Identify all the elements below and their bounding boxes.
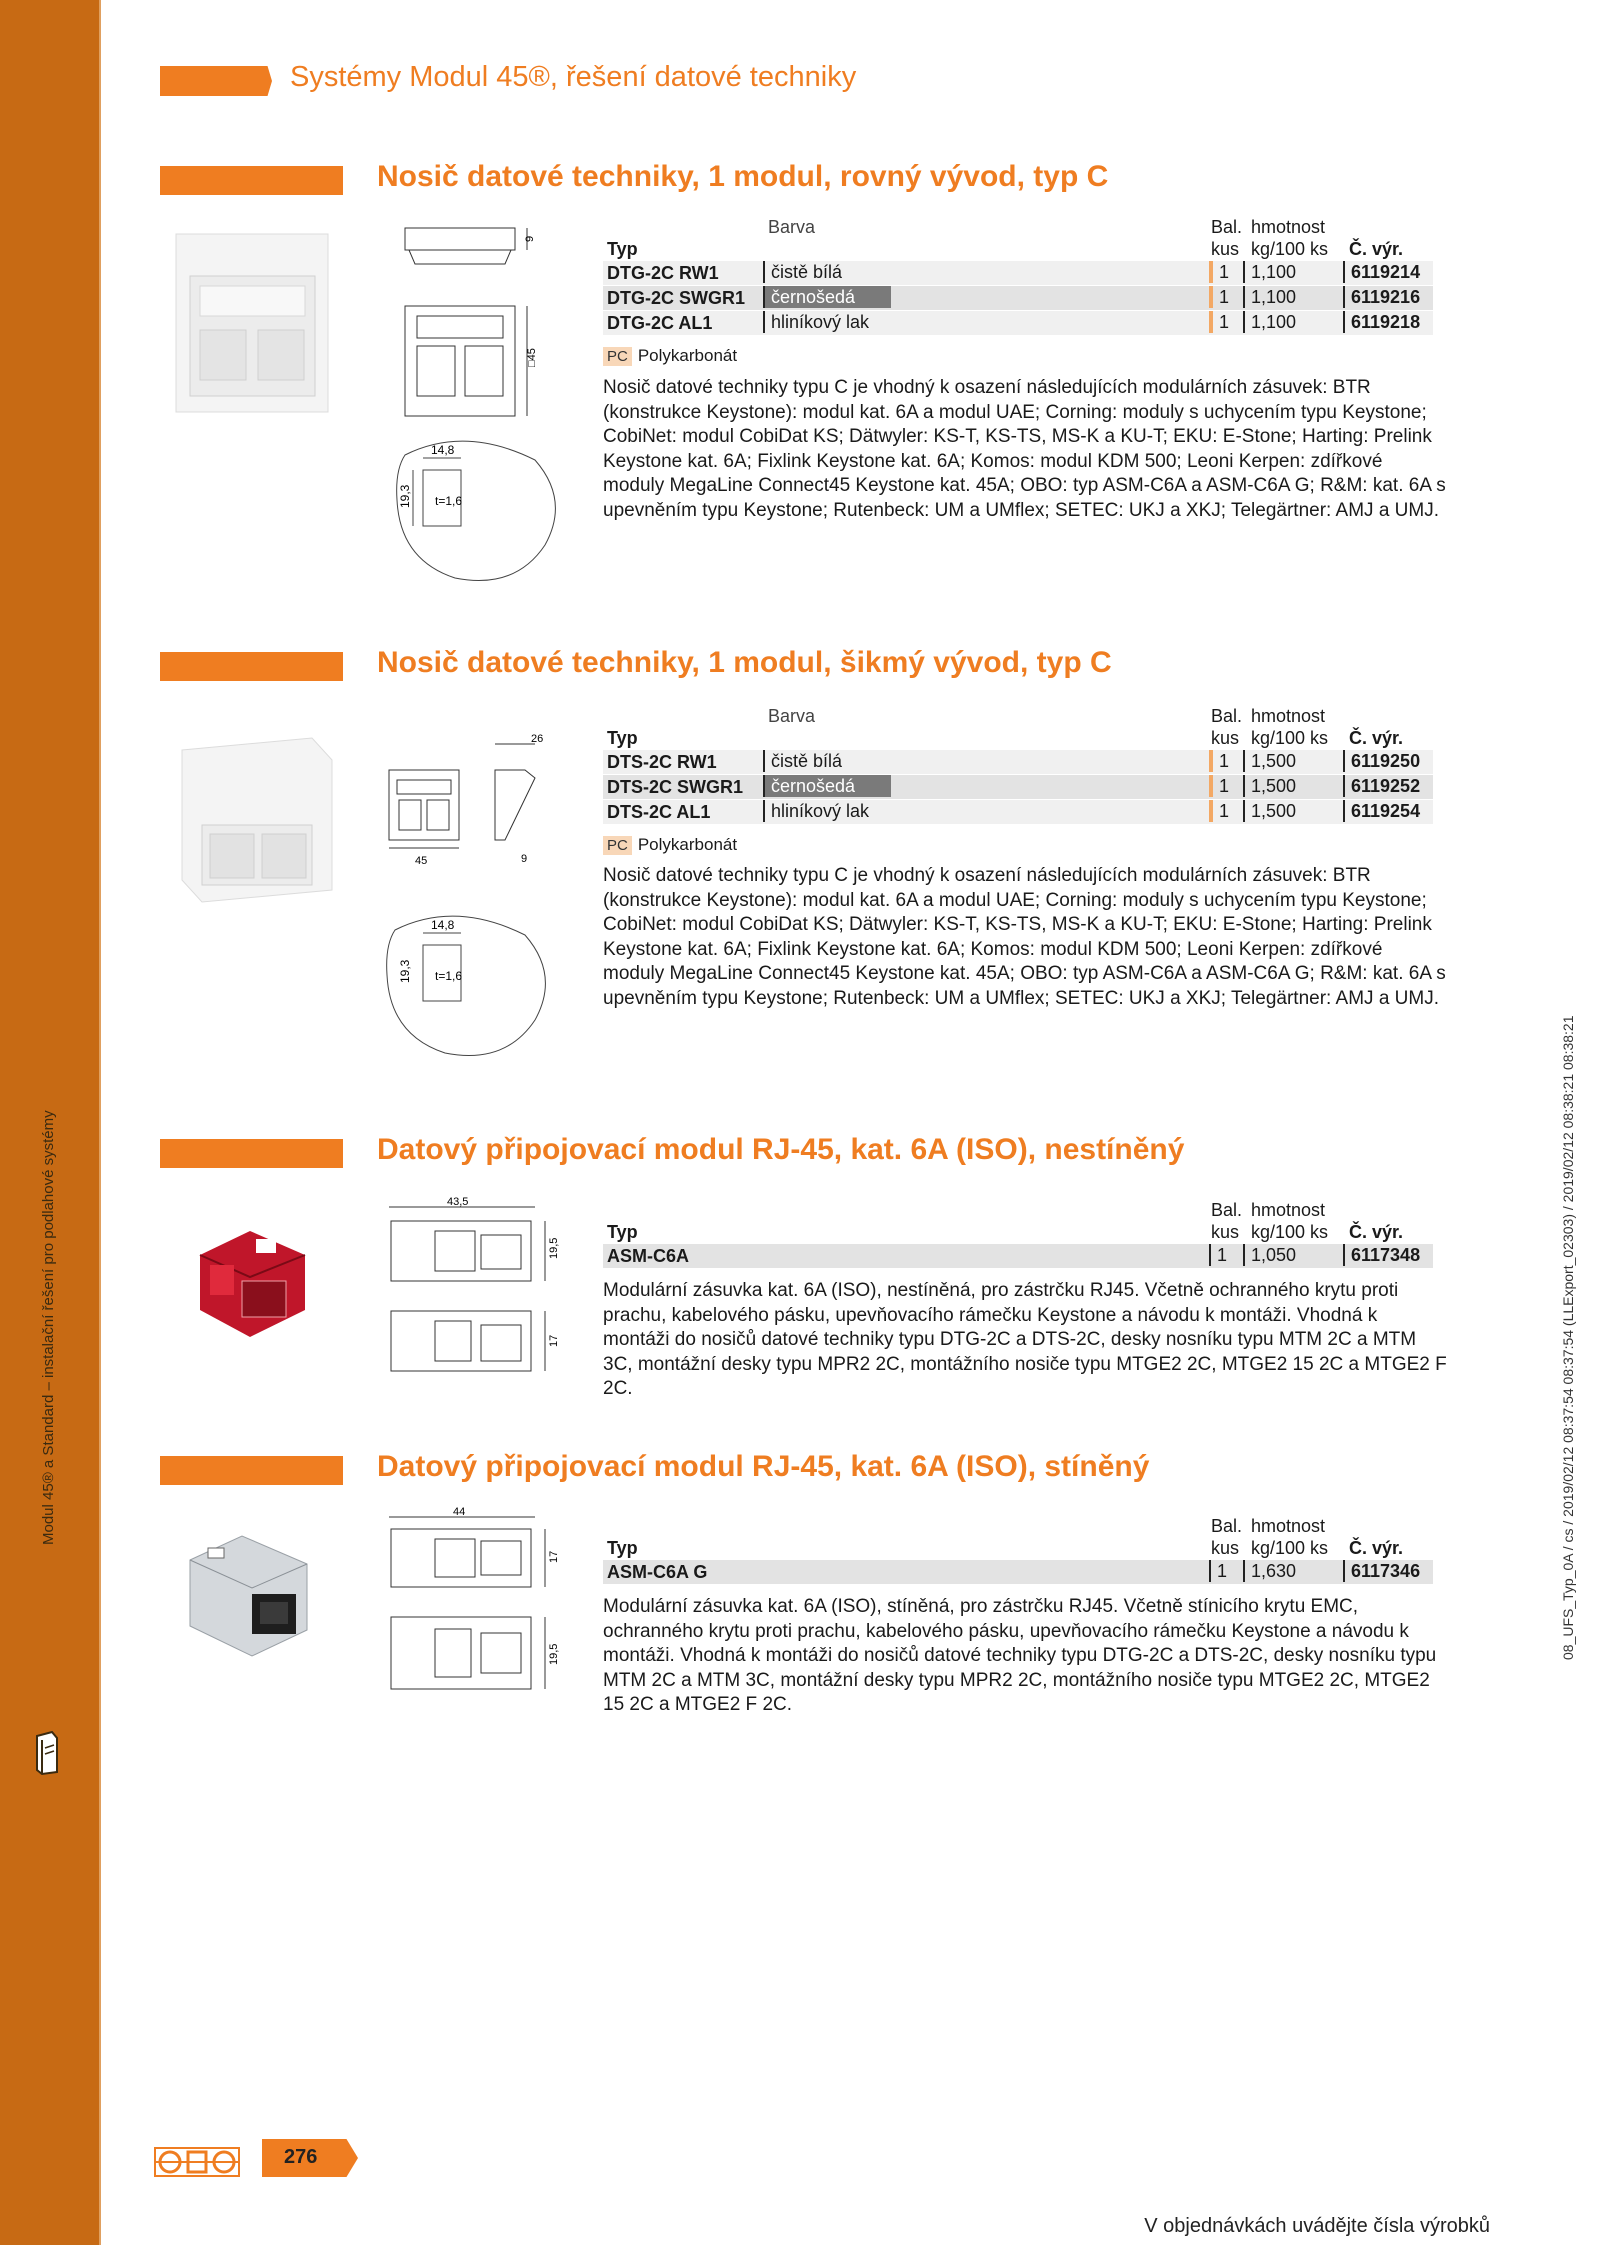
header-kus: kus [1211,1222,1240,1242]
dim-label: 17 [548,1550,560,1563]
book-icon [34,1730,60,1776]
page-number: 276 [284,2146,318,2168]
dim-label: 9 [521,853,528,865]
product-description: Nosič datové techniky typu C je vhodný k osazení následujících modulárních zásuvek: BTR (konstrukce Keystone): modul kat. 6A a modul UAE; Corning: moduly s uchycením typu Keystone; CobiNet: modul CobiDat KS; Dätwyler: KS-T, KS-TS, MS-K a KU-T; EKU: E-Stone; Harting: Prelink Keystone kat. 6A; Fixlink Keystone kat. 6A; Komos: modul KDM 500; Leoni Kerpen: zdířkové moduly MegaLine Connect45 Keystone kat. 45A; OBO: typ ASM-C6A a ASM-C6A G; R&M: kat. 6A s upevněním typu Keystone; Rutenbeck: UM a UMflex; SETEC: UKJ a XKJ; Telegärtner: AMJ a UMJ. [603,865,1446,1009]
cell-code: 6117348 [1343,1244,1420,1266]
cell-typ: ASM-C6A [607,1246,690,1266]
table-row [603,1244,1433,1269]
header-cvyr: Č. výr. [1349,1538,1404,1558]
header-kg: kg/100 ks [1251,1538,1329,1558]
dim-label: 17 [548,1334,560,1347]
header-cvyr: Č. výr. [1349,239,1404,259]
dim-label: 9 [524,235,536,242]
section-accent-bar [160,166,343,195]
cell-typ: DTS-2C AL1 [607,802,711,822]
cell-typ: DTG-2C RW1 [607,263,719,283]
header-hmotnost: hmotnost [1251,706,1326,726]
header-cvyr: Č. výr. [1349,728,1404,748]
section-accent-bar [160,652,343,681]
cell-typ: ASM-C6A G [607,1562,708,1582]
header-hmotnost: hmotnost [1251,1200,1326,1220]
spec-table [603,706,1433,825]
print-metadata-text: 08_UFS_Typ_0A / cs / 2019/02/12 08:37:54 08:37:54 (LLExport_02303) / 2019/02/12 08:38:21 08:38:21 [1560,1015,1576,1660]
cell-bal: 1 [1209,1560,1227,1582]
table-row [603,775,1433,800]
dim-label: 14,8 [431,918,455,932]
header-kus: kus [1211,239,1240,259]
material-tag: PC [603,836,632,855]
cell-typ: DTS-2C RW1 [607,752,717,772]
cell-code: 6119218 [1343,311,1420,333]
header-bal: Bal. [1211,1200,1243,1220]
table-row [603,261,1433,286]
section-title: Datový připojovací modul RJ-45, kat. 6A (ISO), stíněný [377,1450,1150,1483]
table-row [603,750,1433,775]
table-row [603,1560,1433,1585]
technical-drawing-cutout [395,430,565,585]
cell-typ: DTS-2C SWGR1 [607,777,744,797]
header-kg: kg/100 ks [1251,1222,1329,1242]
technical-drawing-module [385,1195,565,1395]
cell-weight: 1,630 [1243,1560,1296,1582]
table-row [603,286,1433,311]
header-bal: Bal. [1211,706,1243,726]
section-accent-bar [160,1139,343,1168]
header-typ: Typ [607,1222,638,1242]
cell-bal: 1 [1209,750,1229,772]
header-kus: kus [1211,728,1240,748]
header-typ: Typ [607,239,638,259]
technical-drawing-module-shielded [385,1505,565,1715]
cell-code: 6119254 [1343,800,1420,822]
product-description: Modulární zásuvka kat. 6A (ISO), stíněná, pro zástrčku RJ45. Včetně stínicího krytu EMC, ochranného krytu proti prachu, kabelového pásku, upevňovacího rámečku Keystone a návodu k montáži. Vhodná k montáži do nosičů datové techniky typu DTG-2C a DTS-2C, desky nosníku typu MTM 2C a MTM 3C, montážní desky typu MPR2 2C, montážního nosiče typu MTGE2 2C, MTGE2 15 2C a MTGE2 F 2C. [603,1596,1437,1715]
header-hmotnost: hmotnost [1251,217,1326,237]
spec-table [603,1516,1433,1585]
cell-color: hliníkový lak [763,800,869,822]
sidebar-vertical-text: Modul 45® a Standard – instalační řešení pro podlahové systémy [40,1110,57,1545]
cell-bal: 1 [1209,311,1229,333]
cell-code: 6119216 [1343,286,1420,308]
cell-typ: DTG-2C AL1 [607,313,713,333]
product-image-dtg-2c [170,226,335,421]
dim-label: 19,5 [548,1237,560,1259]
dim-label: 19,3 [398,484,412,508]
dim-label: 26 [531,733,544,745]
header-barva: Barva [768,706,816,726]
cell-color: černošedá [763,775,891,797]
cell-color: čistě bílá [763,261,842,283]
dim-label: 43,5 [447,1196,469,1208]
cell-bal: 1 [1209,800,1229,822]
header-kg: kg/100 ks [1251,239,1329,259]
dim-label: 14,8 [431,443,455,457]
product-description: Modulární zásuvka kat. 6A (ISO), nestíněná, pro zástrčku RJ45. Včetně ochranného krytu proti prachu, kabelového pásku, upevňovacího rámečku Keystone a návodu k montáži. Vhodná k montáži do nosičů datové techniky typu DTG-2C a DTS-2C, desky nosníku typu MTM 2C a MTM 3C, montážní desky typu MPR2 2C, montážního nosiče typu MTGE2 2C, MTGE2 15 2C a MTGE2 F 2C. [603,1280,1447,1399]
sidebar-divider [99,0,101,2245]
section-title: Nosič datové techniky, 1 modul, šikmý vývod, typ C [377,646,1112,679]
cell-code: 6119252 [1343,775,1420,797]
cell-code: 6119250 [1343,750,1420,772]
header-accent-bar [160,66,272,96]
obo-logo [154,2147,240,2177]
material-line [603,346,737,366]
table-row [603,800,1433,825]
header-bal: Bal. [1211,217,1243,237]
cell-code: 6117346 [1343,1560,1420,1582]
cell-bal: 1 [1209,1244,1227,1266]
header-cvyr: Č. výr. [1349,1222,1404,1242]
cell-weight: 1,100 [1243,261,1296,283]
header-hmotnost: hmotnost [1251,1516,1326,1536]
cell-weight: 1,100 [1243,311,1296,333]
cell-color: hliníkový lak [763,311,869,333]
product-description: Nosič datové techniky typu C je vhodný k osazení následujících modulárních zásuvek: BTR (konstrukce Keystone): modul kat. 6A a modul UAE; Corning: moduly s uchycením typu Keystone; CobiNet: modul CobiDat KS; Dätwyler: KS-T, KS-TS, MS-K a KU-T; EKU: E-Stone; Harting: Prelink Keystone kat. 6A; Fixlink Keystone kat. 6A; Komos: modul KDM 500; Leoni Kerpen: zdířkové moduly MegaLine Connect45 Keystone kat. 45A; OBO: typ ASM-C6A a ASM-C6A G; R&M: kat. 6A s upevněním typu Keystone; Rutenbeck: UM a UMflex; SETEC: UKJ a XKJ; Telegärtner: AMJ a UMJ. [603,377,1446,521]
dim-label: t=1,6 [435,969,463,983]
footer-note: V objednávkách uvádějte čísla výrobků [1144,2215,1490,2237]
spec-table [603,217,1433,336]
material-name: Polykarbonát [637,346,738,365]
dim-label: 45 [415,855,428,867]
cell-typ: DTG-2C SWGR1 [607,288,746,308]
technical-drawing-front-side [385,730,565,870]
spec-table [603,1200,1433,1269]
product-image-asm-c6a-g [182,1530,317,1660]
header-typ: Typ [607,728,638,748]
section-accent-bar [160,1456,343,1485]
material-name: Polykarbonát [637,835,738,854]
section-title: Datový připojovací modul RJ-45, kat. 6A (ISO), nestíněný [377,1133,1185,1166]
cell-weight: 1,500 [1243,775,1296,797]
cell-color: čistě bílá [763,750,842,772]
cell-bal: 1 [1209,286,1229,308]
cell-weight: 1,100 [1243,286,1296,308]
product-image-dts-2c [172,730,337,905]
cell-weight: 1,050 [1243,1244,1296,1266]
technical-drawing-cutout [385,905,555,1060]
material-tag: PC [603,347,632,366]
dim-label: 19,3 [398,959,412,983]
dim-label: t=1,6 [435,494,463,508]
dim-label: 19,5 [548,1643,560,1665]
dim-label: □45 [526,348,538,367]
cell-color: černošedá [763,286,891,308]
material-line [603,835,737,855]
cell-bal: 1 [1209,261,1229,283]
product-image-asm-c6a [190,1225,315,1345]
cell-bal: 1 [1209,775,1229,797]
cell-code: 6119214 [1343,261,1420,283]
section-title: Nosič datové techniky, 1 modul, rovný vývod, typ C [377,160,1109,193]
header-bal: Bal. [1211,1516,1243,1536]
header-typ: Typ [607,1538,638,1558]
header-kg: kg/100 ks [1251,728,1329,748]
dim-label: 44 [453,1506,466,1518]
cell-weight: 1,500 [1243,800,1296,822]
technical-drawing-front [395,222,545,422]
page-title: Systémy Modul 45®, řešení datové techniky [290,61,857,93]
header-barva: Barva [768,217,816,237]
table-row [603,311,1433,336]
header-kus: kus [1211,1538,1240,1558]
cell-weight: 1,500 [1243,750,1296,772]
